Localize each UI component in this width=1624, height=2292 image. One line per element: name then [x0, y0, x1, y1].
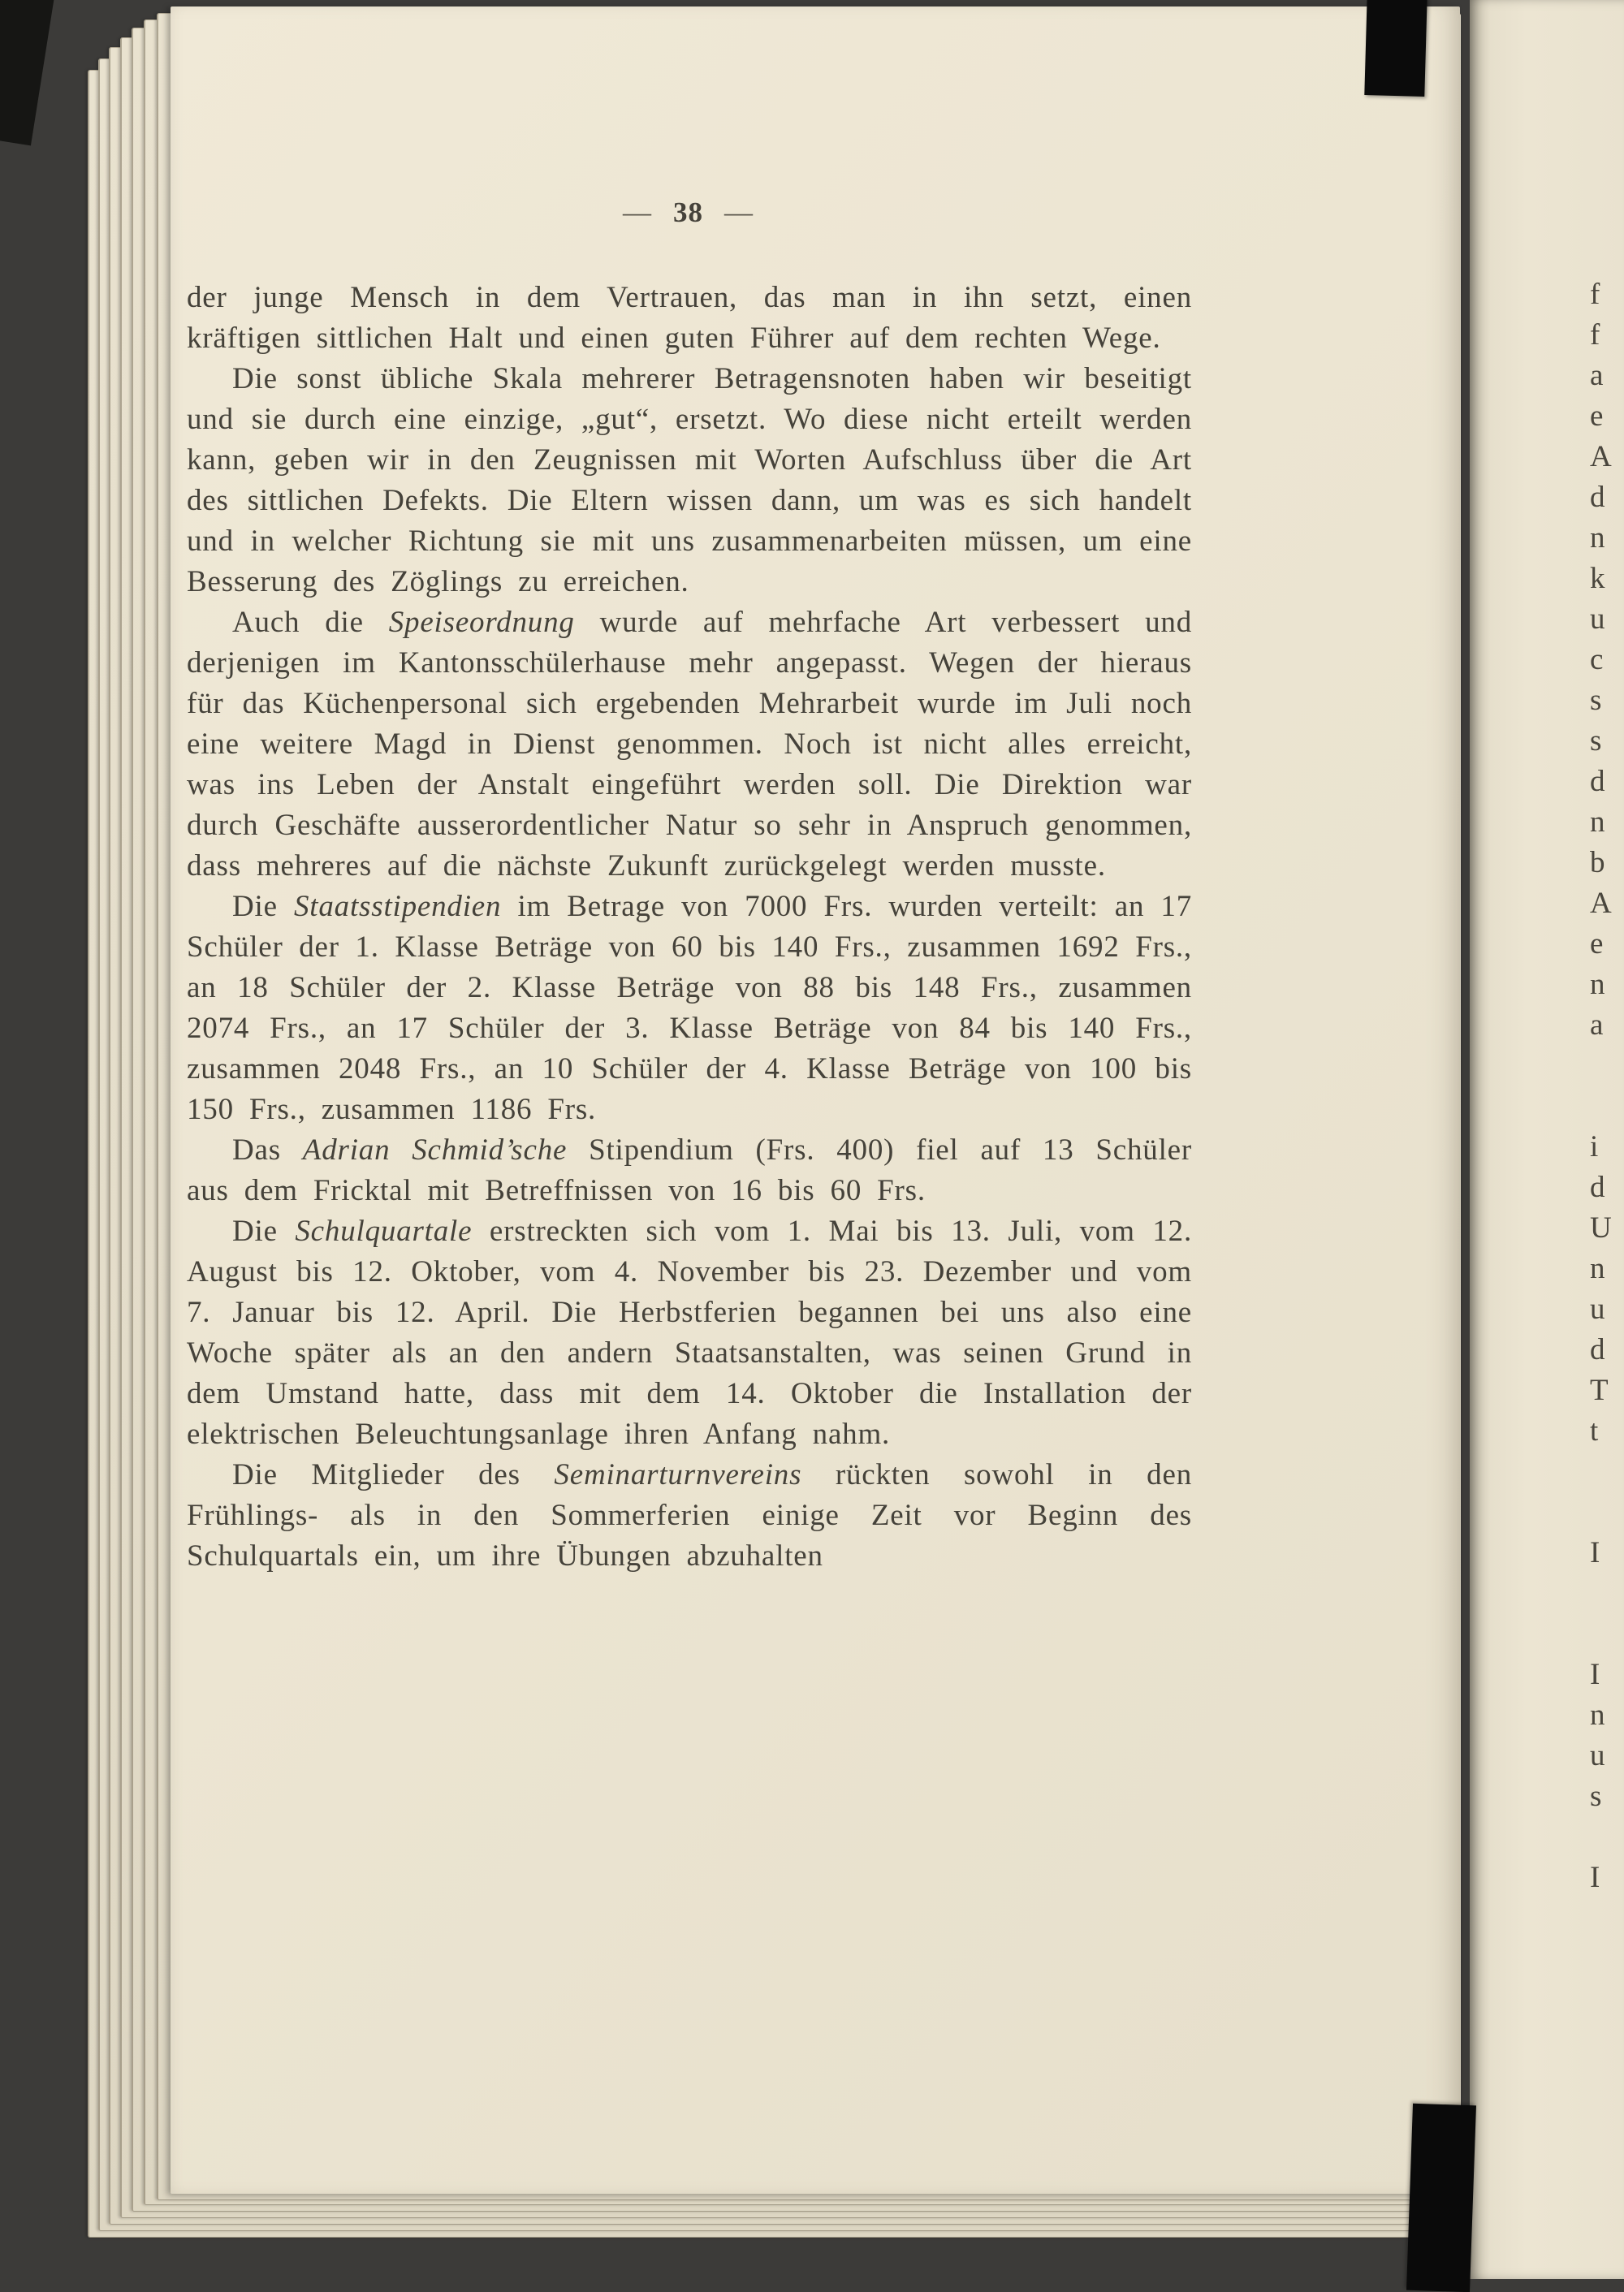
paragraph — [187, 1211, 1192, 1455]
fragment-letter: b — [1590, 846, 1606, 879]
paragraph — [187, 602, 1192, 887]
fragment-letter: U — [1590, 1211, 1613, 1245]
fragment-letter: s — [1590, 684, 1603, 717]
fragment-letter — [1590, 1086, 1624, 1127]
paragraph — [187, 1130, 1192, 1211]
fragment-letter: I — [1590, 1536, 1601, 1569]
fragment-letter — [1590, 1046, 1624, 1086]
header-dash-right: — — [724, 196, 754, 228]
paragraph — [187, 1455, 1192, 1577]
fragment-letter: n — [1590, 805, 1606, 839]
fragment-letter: d — [1590, 481, 1606, 514]
fragment-letter: I — [1590, 1658, 1601, 1691]
fragment-letter: d — [1590, 1333, 1606, 1366]
text-segment: erstreckten sich vom 1. Mai bis 13. Juli, vom 12. August bis 12. Oktober, vom 4. November bis 23. Dezember und vom 7. Januar bis 12. April. Die Herbstferien begannen bei uns also eine Woche später als an den andern Staatsanstalten, was seinen Grund in dem Umstand hatte, dass mit dem 14. Oktober die Installation der elektrischen Beleuchtungsanlage ihren Anfang nahm. — [187, 1215, 1192, 1451]
fragment-letter: n — [1590, 1252, 1606, 1285]
fragment-letter: k — [1590, 562, 1606, 595]
next-page-text-fragments — [1590, 274, 1624, 1939]
fragment-letter: n — [1590, 521, 1606, 555]
text-segment: wurde auf mehrfache Art verbessert und derjenigen im Kantonsschülerhause mehr angepasst. Wegen der hieraus für das Küchenpersonal sich ergebenden Mehrarbeit wurde im Juli noch eine weitere Magd in Dienst genommen. Noch ist nicht alles erreicht, was ins Leben der Anstalt eingeführt werden soll. Die Direktion war durch Geschäfte ausserordentlicher Natur so sehr in Anspruch genommen, dass mehreres auf die nächste Zukunft zurückgelegt werden musste. — [187, 606, 1193, 883]
fragment-letter — [1590, 1898, 1624, 1939]
italic-text-segment: Schulquartale — [295, 1215, 473, 1248]
fragment-letter — [1590, 1573, 1624, 1614]
italic-text-segment: Staatsstipendien — [293, 890, 502, 923]
scan-corner-shadow — [0, 0, 56, 145]
text-block — [187, 278, 1192, 1577]
fragment-letter: I — [1590, 1861, 1601, 1894]
fragment-letter: t — [1590, 1414, 1600, 1448]
italic-text-segment: Speiseordnung — [388, 606, 575, 639]
text-segment: Stipendium (Frs. 400) fiel auf 13 Schüler aus dem Fricktal mit Betreffnissen von 16 bis 60 Frs. — [187, 1133, 1192, 1207]
fragment-letter: a — [1590, 1008, 1605, 1042]
text-segment: Die Mitglieder des — [232, 1458, 555, 1491]
fragment-letter: u — [1590, 1293, 1606, 1326]
fragment-letter: c — [1590, 643, 1605, 676]
fragment-letter — [1590, 1492, 1624, 1533]
fragment-letter: i — [1590, 1130, 1600, 1163]
italic-text-segment: Seminarturnvereins — [554, 1458, 802, 1491]
fragment-letter: A — [1590, 440, 1613, 473]
paragraph — [187, 359, 1192, 602]
bookmark-ribbon-bottom — [1406, 2104, 1476, 2292]
fragment-letter: s — [1590, 1780, 1603, 1813]
next-page-edge — [1470, 0, 1624, 2279]
page-number: 38 — [673, 196, 703, 228]
text-segment: Die — [232, 1215, 296, 1248]
fragment-letter: d — [1590, 765, 1606, 798]
fragment-letter: d — [1590, 1171, 1606, 1204]
fragment-letter: A — [1590, 887, 1613, 920]
fragment-letter: f — [1590, 318, 1601, 352]
text-segment: im Betrage von 7000 Frs. wurden verteilt: an 17 Schüler der 1. Klasse Beträge von 60 bis 140 Frs., zusammen 1692 Frs., an 18 Schüler der 2. Klasse Beträge von 88 bis 148 Frs., zusammen 2074 Frs., an 17 Schüler der 3. Klasse Beträge von 84 bis 140 Frs., zusammen 2048 Frs., an 10 Schüler der 4. Klasse Beträge von 100 bis 150 Frs., zusammen 1186 Frs. — [187, 890, 1192, 1126]
fragment-letter: a — [1590, 359, 1605, 392]
fragment-letter — [1590, 1817, 1624, 1858]
italic-text-segment: Adrian Schmid’sche — [302, 1133, 568, 1167]
text-segment: Das — [232, 1133, 303, 1167]
text-segment: Auch die — [232, 606, 389, 639]
text-segment: rückten sowohl in den Frühlings- als in den Sommerferien einige Zeit vor Beginn des Schulquartals ein, um ihre Übungen abzuhalten — [187, 1458, 1192, 1573]
fragment-letter: u — [1590, 602, 1606, 636]
fragment-letter: f — [1590, 278, 1601, 311]
fragment-letter: u — [1590, 1739, 1606, 1772]
fragment-letter: e — [1590, 399, 1605, 433]
fragment-letter: n — [1590, 1698, 1606, 1732]
text-segment: Die — [232, 890, 294, 923]
header-dash-left: — — [623, 196, 652, 228]
fragment-letter: s — [1590, 724, 1603, 758]
fragment-letter: e — [1590, 927, 1605, 960]
text-segment: Die sonst übliche Skala mehrerer Betragensnoten haben wir beseitigt und sie durch eine einzige, „gut“, ersetzt. Wo diese nicht erteilt werden kann, geben wir in den Zeugnissen mit Worten Aufschluss über die Art des sittlichen Defekts. Die Eltern wissen dann, um was es sich handelt und in welcher Richtung sie mit uns zusammenarbeiten müssen, um eine Besserung des Zöglings zu erreichen. — [187, 362, 1192, 598]
bookmark-ribbon-top — [1364, 0, 1427, 97]
fragment-letter: n — [1590, 968, 1606, 1001]
page-header — [187, 196, 1190, 229]
fragment-letter — [1590, 1452, 1624, 1492]
paragraph — [187, 278, 1192, 359]
paragraph — [187, 887, 1192, 1130]
fragment-letter: T — [1590, 1374, 1609, 1407]
fragment-letter — [1590, 1614, 1624, 1655]
text-segment: der junge Mensch in dem Vertrauen, das man in ihn setzt, einen kräftigen sittlichen Halt und einen guten Führer auf dem rechten Wege. — [187, 281, 1192, 355]
